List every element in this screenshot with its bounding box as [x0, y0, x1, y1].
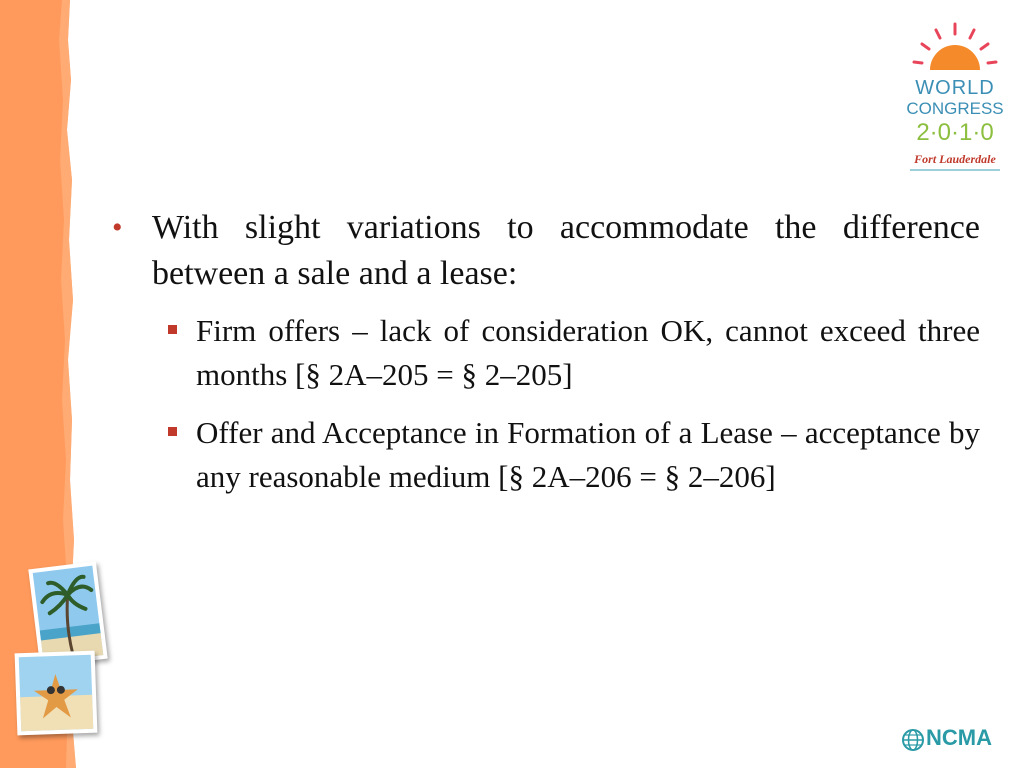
slide-content	[112, 205, 980, 513]
bullet-marker: •	[112, 211, 123, 244]
square-bullet-marker	[168, 427, 177, 436]
starfish-photo	[15, 651, 98, 736]
bullet-text: With slight variations to accommodate the difference between a sale and a lease:	[152, 209, 980, 292]
square-bullet-marker	[168, 325, 177, 334]
ncma-logo	[902, 727, 1014, 753]
bullet-item	[112, 205, 980, 297]
logo-year: 2·0·1·0	[916, 119, 994, 146]
sub-bullet-text: Firm offers – lack of consideration OK, cannot exceed three months [§ 2A–205 = § 2–205]	[196, 313, 980, 392]
sub-bullet-item	[152, 309, 980, 397]
sub-bullet-list	[112, 309, 980, 499]
world-congress-logo	[900, 18, 1010, 178]
sun-icon	[914, 24, 996, 70]
sub-bullet-item	[152, 411, 980, 499]
ncma-wordmark: NCMA	[926, 725, 992, 750]
globe-icon	[902, 729, 924, 751]
logo-line1: WORLD	[915, 77, 995, 99]
logo-line2: CONGRESS	[906, 99, 1004, 118]
sub-bullet-text: Offer and Acceptance in Formation of a Lease – acceptance by any reasonable medium [§ 2A–206 = § 2–206]	[196, 415, 980, 494]
logo-location: Fort Lauderdale	[914, 152, 996, 166]
